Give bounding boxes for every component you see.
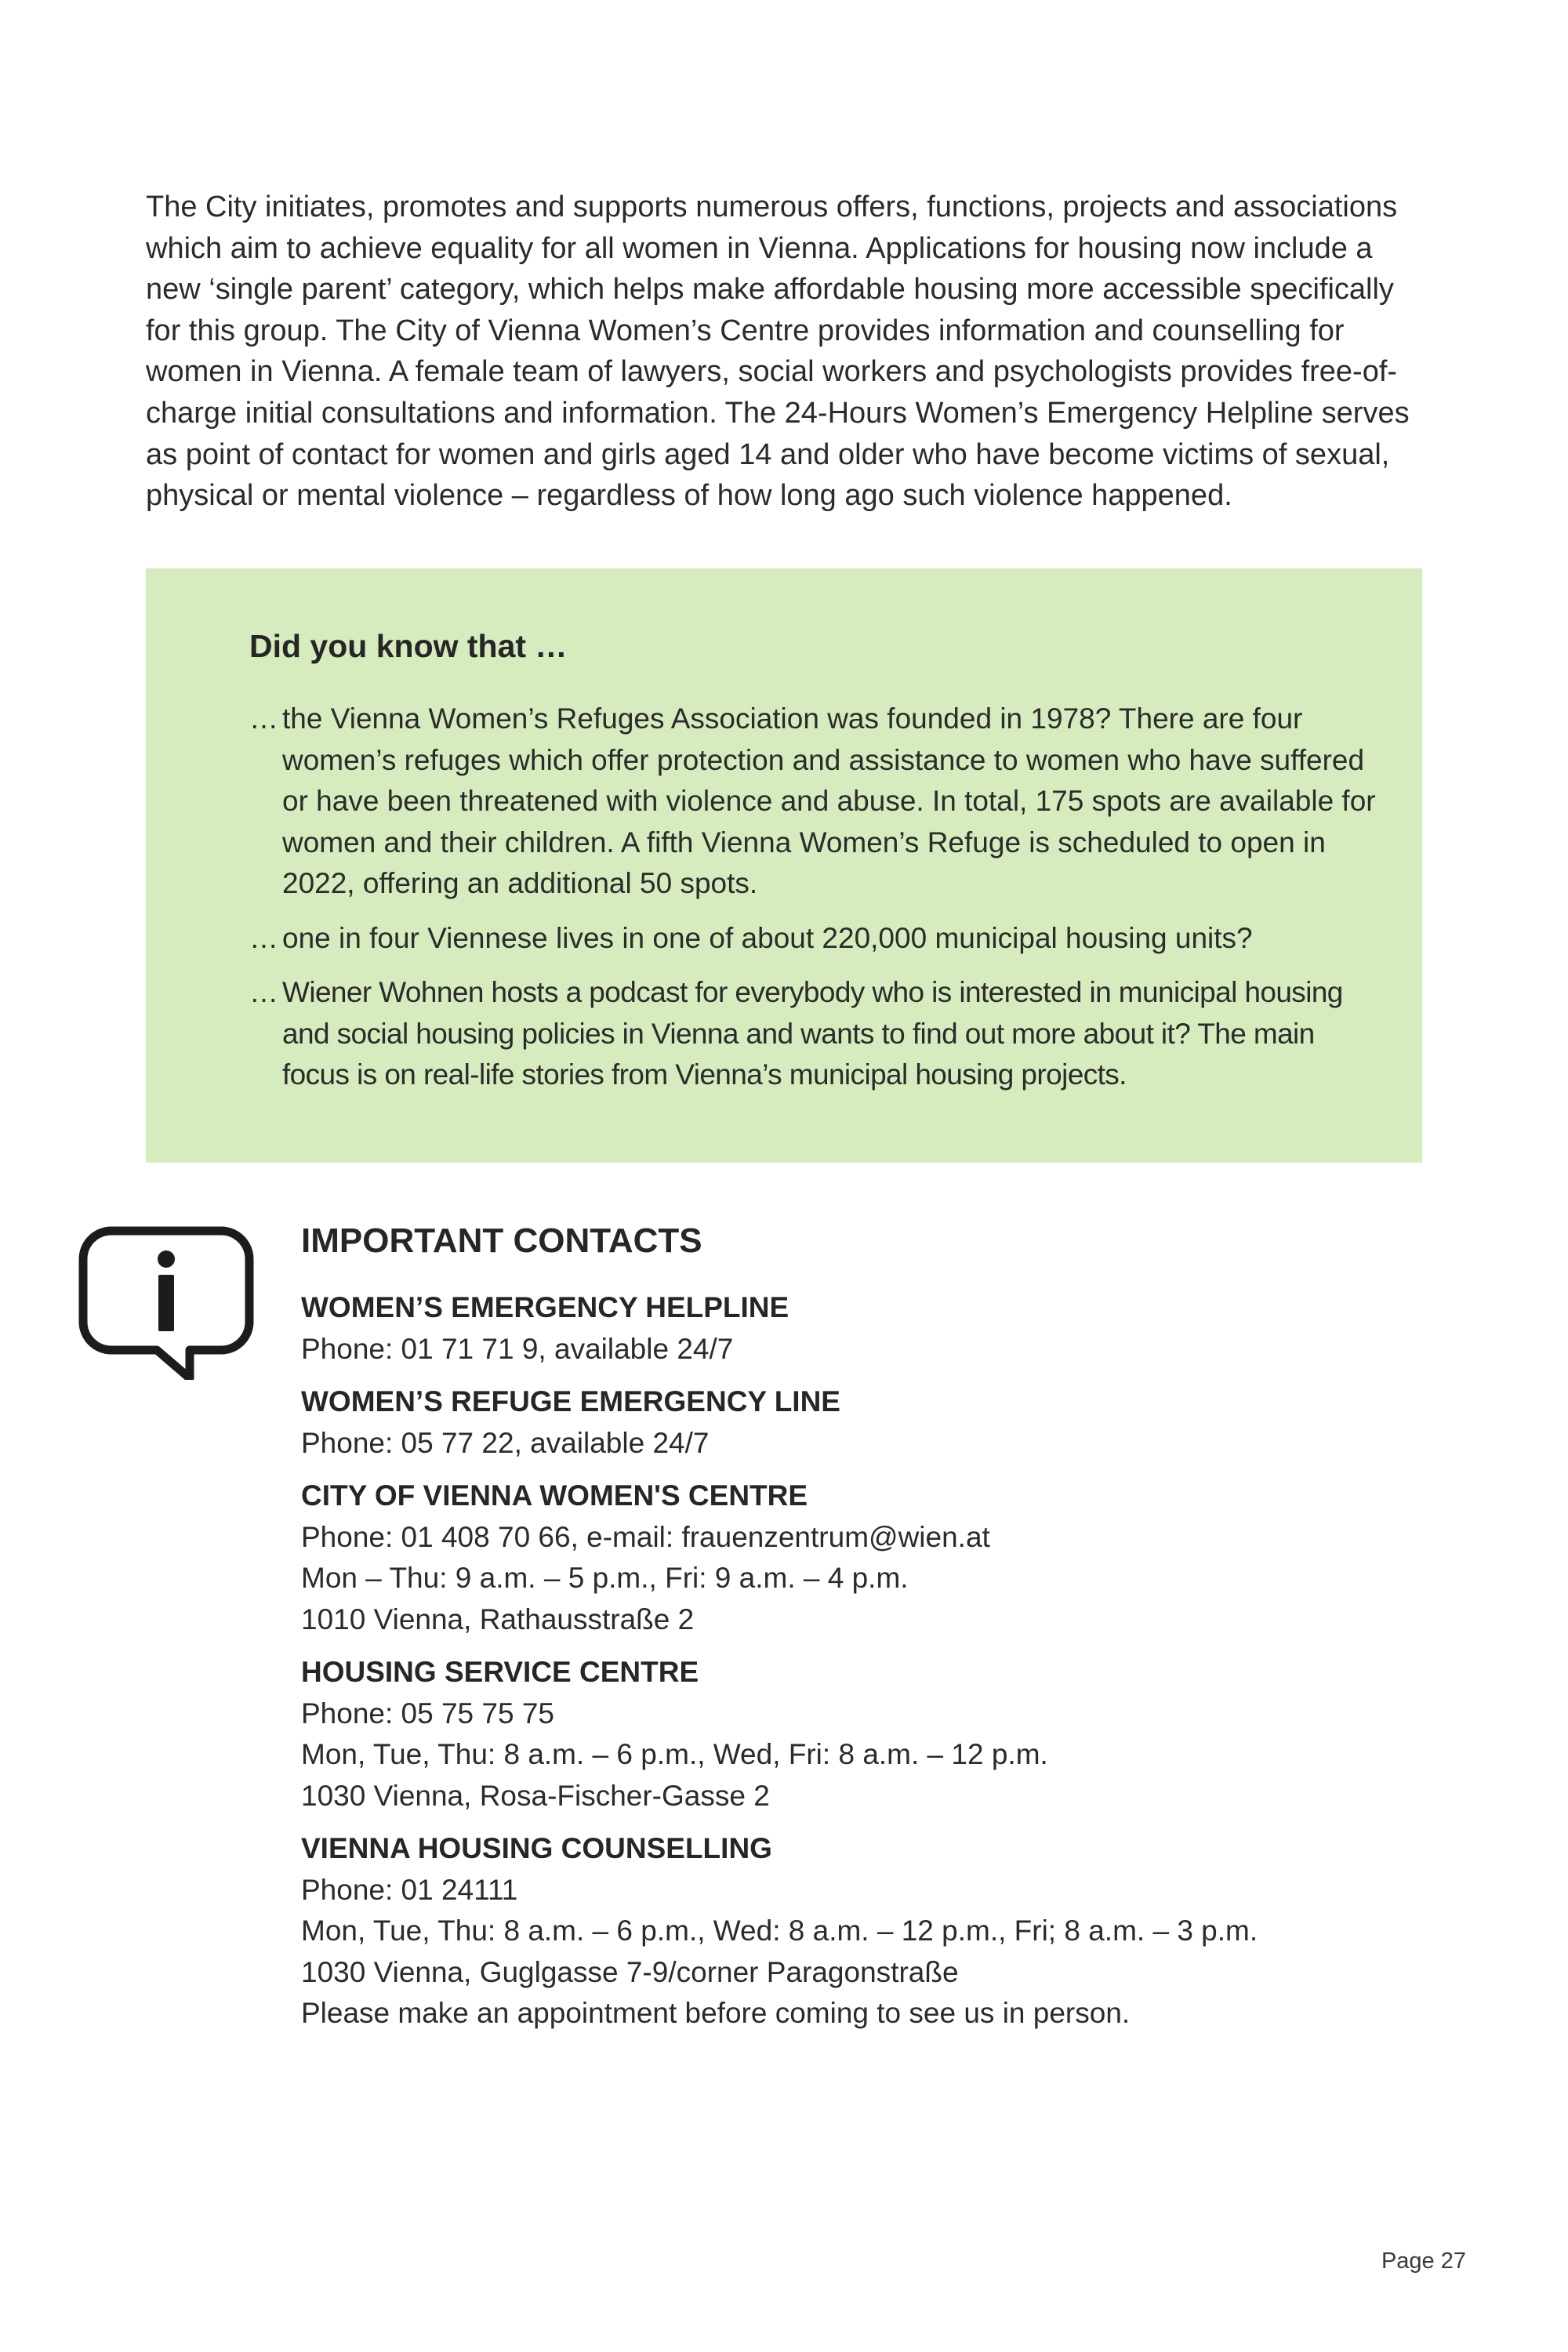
contact-entry: [301, 1381, 1430, 1464]
contact-line: 1010 Vienna, Rathausstraße 2: [301, 1602, 695, 1635]
contact-line: 1030 Vienna, Guglgasse 7-9/corner Paragonstraße: [301, 1955, 959, 1988]
contact-line: Phone: 01 24111: [301, 1873, 518, 1906]
did-you-know-item-text: Wiener Wohnen hosts a podcast for everybody who is interested in municipal housing and social housing policies in Vienna and wants to find out more about it? The main focus is on real-life stories from Vienna’s municipal housing projects.: [282, 976, 1343, 1091]
contact-name: HOUSING SERVICE CENTRE: [301, 1656, 699, 1688]
contact-line: Phone: 05 77 22, available 24/7: [301, 1426, 710, 1459]
did-you-know-item-text: the Vienna Women’s Refuges Association was founded in 1978? There are four women’s refuges which offer protection and assistance to women who have suffered or have been threatened with violence and abuse. In total, 175 spots are available for women and their children. A fifth Vienna Women’s Refuge is scheduled to open in 2022, offering an additional 50 spots.: [282, 702, 1376, 899]
contact-entry: [301, 1828, 1430, 2034]
contact-entry: [301, 1652, 1430, 1817]
contact-entry: [301, 1475, 1430, 1640]
contact-name: WOMEN’S REFUGE EMERGENCY LINE: [301, 1385, 840, 1417]
did-you-know-title: Did you know that …: [249, 628, 568, 664]
did-you-know-box: [146, 568, 1422, 1163]
did-you-know-item: [249, 918, 1378, 960]
did-you-know-list: [249, 699, 1378, 1109]
contact-line: Phone: 01 71 71 9, available 24/7: [301, 1332, 734, 1365]
contacts-title: IMPORTANT CONTACTS: [301, 1221, 702, 1260]
contact-line: Mon, Tue, Thu: 8 a.m. – 6 p.m., Wed: 8 a.m. – 12 p.m., Fri; 8 a.m. – 3 p.m.: [301, 1915, 1258, 1947]
contact-line: 1030 Vienna, Rosa-Fischer-Gasse 2: [301, 1779, 770, 1812]
important-contacts: [301, 1216, 1430, 2046]
contact-line: Phone: 05 75 75 75: [301, 1697, 555, 1730]
contact-entry: [301, 1287, 1430, 1370]
info-speech-bubble-icon: [75, 1223, 257, 1380]
contact-name: CITY OF VIENNA WOMEN'S CENTRE: [301, 1479, 808, 1512]
page-number: Page 27: [1381, 2249, 1466, 2274]
ellipsis-marker: …: [249, 702, 278, 735]
ellipsis-marker: …: [249, 976, 278, 1008]
did-you-know-item: [249, 972, 1378, 1096]
contact-line: Mon, Tue, Thu: 8 a.m. – 6 p.m., Wed, Fri: 8 a.m. – 12 p.m.: [301, 1738, 1048, 1770]
contact-line: Mon – Thu: 9 a.m. – 5 p.m., Fri: 9 a.m. – 4 p.m.: [301, 1562, 909, 1594]
intro-paragraph: The City initiates, promotes and supports numerous offers, functions, projects and associations which aim to achieve equality for all women in Vienna. Applications for housing now include a new ‘single parent’ category, which helps make affordable housing more accessible specifically for this group. The City of Vienna Women’s Centre provides information and counselling for women in Vienna. A female team of lawyers, social workers and psychologists provides free-of-charge initial consultations and information. The 24-Hours Women’s Emergency Helpline serves as point of contact for women and girls aged 14 and older who have become victims of sexual, physical or mental violence – regardless of how long ago such violence happened.: [146, 191, 1410, 513]
contact-name: VIENNA HOUSING COUNSELLING: [301, 1832, 772, 1864]
contact-name: WOMEN’S EMERGENCY HELPLINE: [301, 1291, 789, 1323]
ellipsis-marker: …: [249, 921, 278, 954]
did-you-know-item-text: one in four Viennese lives in one of about 220,000 municipal housing units?: [282, 921, 1253, 954]
contact-line: Please make an appointment before coming to see us in person.: [301, 1997, 1131, 2029]
contact-line: Phone: 01 408 70 66, e-mail: frauenzentrum@wien.at: [301, 1520, 990, 1553]
did-you-know-item: [249, 699, 1378, 905]
